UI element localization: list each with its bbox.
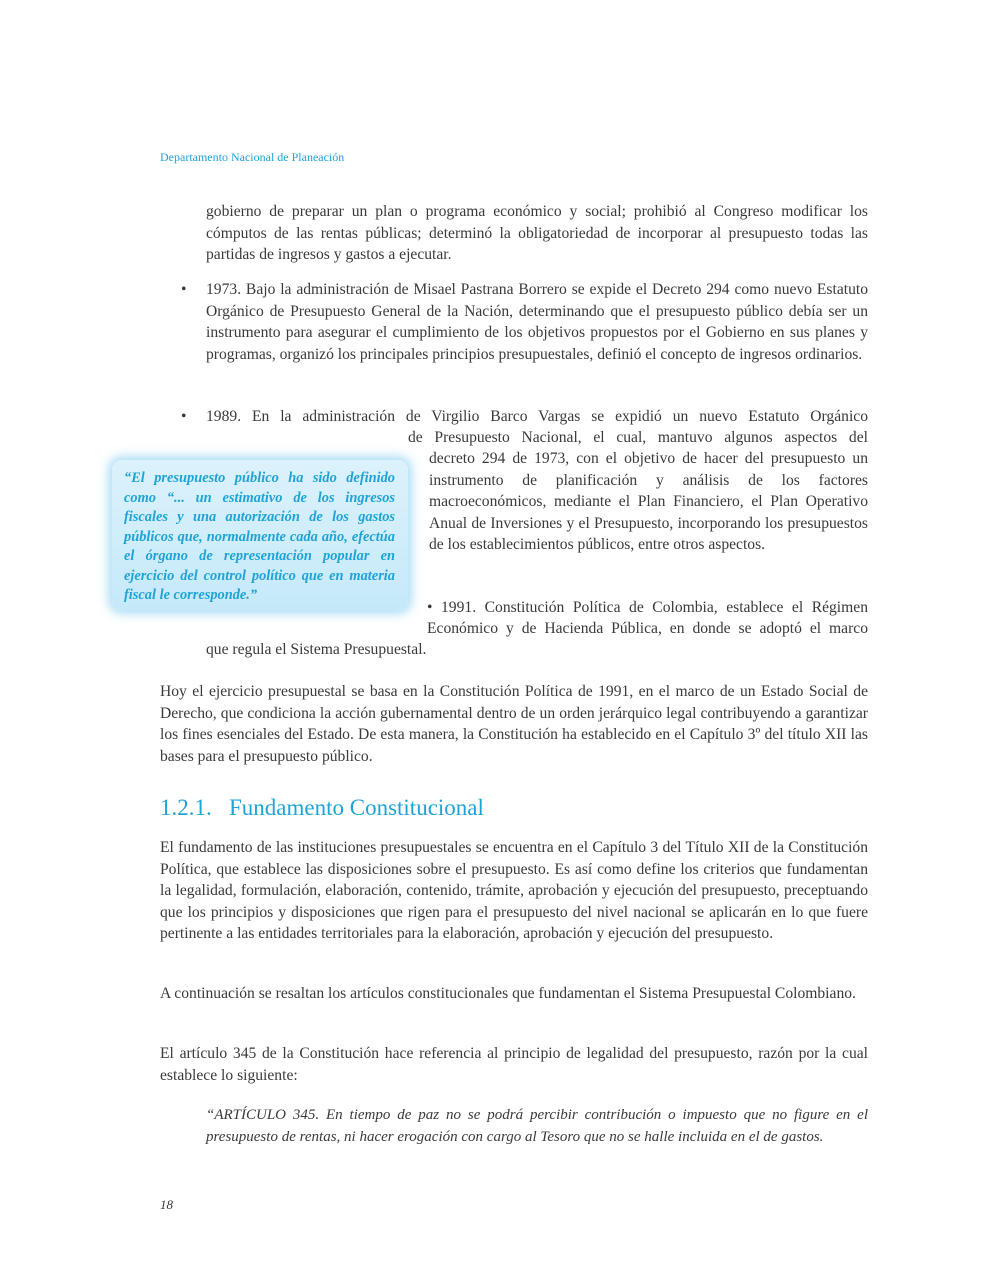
bullet-1991-text: 1991. Constitución Política de Colombia, establece el Régimen <box>441 599 868 616</box>
paragraph-hoy: Hoy el ejercicio presupuestal se basa en la Constitución Política de 1991, en el marco de un Estado Social de Derecho, que condiciona la acción gubernamental dentro de un orden jerárquico legal contribuyendo a garantizar los fines esenciales del Estado. De esta manera, la Constitución ha establecido en el Capítulo 3º del título XII las bases para el presupuesto público. <box>160 683 868 765</box>
bullet-marker: • <box>181 281 187 298</box>
bullet-1991-line2: Económico y de Hacienda Pública, en donde se adoptó el marco <box>427 620 868 637</box>
pullquote-text: “El presupuesto público ha sido definido como “... un estimativo de los ingresos fiscales y una autorización de los gastos públicos que, normalmente cada año, efectúa el órgano de representación popular en ejercicio del control político que en materia fiscal le corresponde.” <box>124 470 395 603</box>
bullet-1973: 1973. Bajo la administración de Misael Pastrana Borrero se expide el Decreto 294 como nuevo Estatuto Orgánico de Presupuesto General de la Nación, determinando que el presupuesto público debía ser un instrumento para asegurar el cumplimiento de los objetivos propuestos por el Gobierno en sus planes y programas, organizó los principales principios presupuestales, definió el concepto de ingresos ordinarios. <box>206 281 868 363</box>
article-345-quote: “ARTÍCULO 345. En tiempo de paz no se podrá percibir contribución o impuesto que no figure en el presupuesto de rentas, ni hacer erogación con cargo al Tesoro que no se halle incluida en el de gastos. <box>206 1107 868 1145</box>
section-title: Fundamento Constitucional <box>229 795 484 820</box>
section-number: 1.2.1. <box>160 795 212 820</box>
running-header: Departamento Nacional de Planeación <box>160 150 345 164</box>
continuation-paragraph: gobierno de preparar un plan o programa económico y social; prohibió al Congreso modificar los cómputos de las rentas públicas; determinó la obligatoriedad de incorporar al presupuesto todas las partidas de ingresos y gastos a ejecutar. <box>206 203 868 263</box>
bullet-1989-rest: decreto 294 de 1973, con el objetivo de hacer del presupuesto un instrumento de planificación y análisis de los factores macroeconómicos, mediante el Plan Financiero, el Plan Operativo Anual de Inversiones y el Presupuesto, incorporando los presupuestos de los establecimientos públicos, entre otros aspectos. <box>429 450 868 553</box>
bullet-1991-line1: • 1991. Constitución Política de Colombia, establece el Régimen <box>427 599 868 616</box>
paragraph-fundamento: El fundamento de las instituciones presupuestales se encuentra en el Capítulo 3 del Título XII de la Constitución Política, que establece las disposiciones sobre el presupuesto. Es así como define los criterios que fundamentan la legalidad, formulación, elaboración, contenido, trámite, aprobación y ejecución del presupuesto, preceptuando que los principios y disposiciones que rigen para el presupuesto del nivel nacional se aplicarán en lo que fuere pertinente a las entidades territoriales para la elaboración, aprobación y ejecución del presupuesto. <box>160 839 868 942</box>
paragraph-art345: El artículo 345 de la Constitución hace referencia al principio de legalidad del presupuesto, razón por la cual establece lo siguiente: <box>160 1045 868 1084</box>
bullet-1989-line1: 1989. En la administración de Virgilio Barco Vargas se expidió un nuevo Estatuto Orgánico <box>206 408 868 425</box>
bullet-1989-line2: de Presupuesto Nacional, el cual, mantuvo algunos aspectos del <box>408 429 868 446</box>
bullet-marker: • <box>181 408 187 425</box>
paragraph-continuacion: A continuación se resaltan los artículos constitucionales que fundamentan el Sistema Presupuestal Colombiano. <box>160 985 856 1002</box>
section-heading <box>160 795 484 821</box>
page-number: 18 <box>160 1197 173 1212</box>
bullet-1991-line3: que regula el Sistema Presupuestal. <box>206 641 427 658</box>
